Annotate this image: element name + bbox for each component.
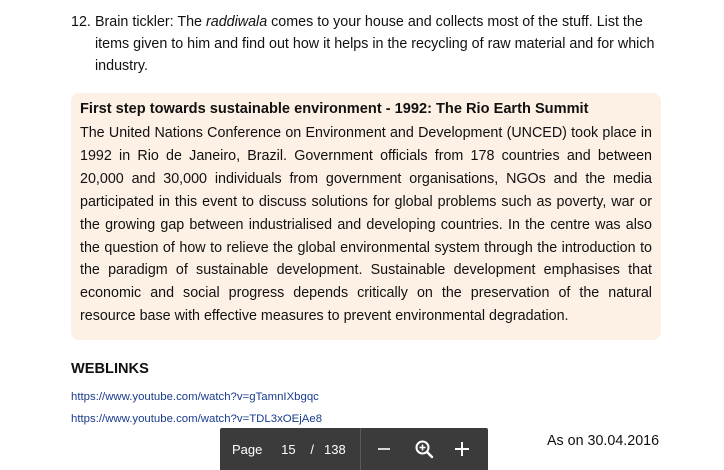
weblink-1[interactable]: https://www.youtube.com/watch?v=gTamnIXbgqc	[71, 391, 319, 403]
info-box-body: The United Nations Conference on Environment and Development (UNCED) took place in 1992 in Rio de Janeiro, Brazil. Government officials from 178 countries and between 20,000 and 30,000 individuals from government organisations, NGOs and the media participated in this event to discuss solutions for global problems such as poverty, war or the growing gap between industrialised and developing countries. In the centre was also the question of how to relieve the global environmental system through the introduction to the paradigm of sustainable development. Sustainable development emphasises that economic and social progress depends critically on the preservation of the natural resource base with effective measures to prevent environmental degradation.	[80, 125, 652, 325]
page-number-input[interactable]: 15	[281, 441, 296, 457]
question-text	[95, 11, 663, 77]
zoom-reset-button[interactable]	[411, 436, 437, 462]
question-prefix: Brain tickler: The	[95, 14, 206, 30]
plus-icon	[453, 440, 471, 458]
zoom-icon	[414, 439, 434, 459]
question-rest: comes to your house and collects most of the stuff. List the items given to him and find out how it helps in the recycling of raw material and for which industry.	[95, 14, 655, 74]
toolbar-divider	[360, 428, 361, 470]
info-box	[71, 93, 661, 340]
question-number: 12.	[71, 14, 91, 30]
page-separator: /	[310, 441, 314, 457]
weblink-2[interactable]: https://www.youtube.com/watch?v=TDL3xOEjAe8	[71, 413, 323, 425]
page-total: 138	[324, 441, 346, 457]
weblinks-heading: WEBLINKS	[71, 361, 149, 377]
question-emphasis: raddiwala	[205, 14, 268, 30]
zoom-out-button[interactable]	[371, 436, 397, 462]
question-item	[71, 11, 663, 77]
page-toolbar	[220, 428, 488, 470]
minus-icon	[376, 441, 392, 457]
info-box-title: First step towards sustainable environment - 1992: The Rio Earth Summit	[80, 101, 589, 117]
date-note: As on 30.04.2016	[547, 433, 660, 449]
page-label: Page	[232, 441, 263, 457]
zoom-in-button[interactable]	[449, 436, 475, 462]
